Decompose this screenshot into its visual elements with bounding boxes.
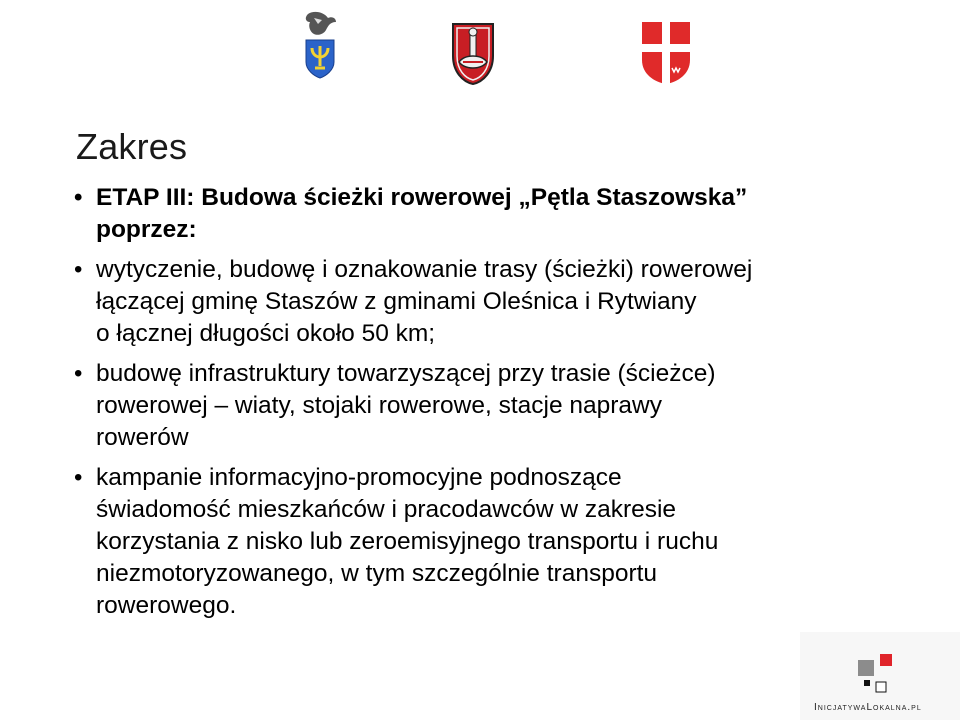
- bullet-line: rowerów: [96, 424, 189, 451]
- bullet-line: rowerowej – wiaty, stojaki rowerowe, stacje naprawy: [96, 392, 662, 419]
- bullet-line: o łącznej długości około 50 km;: [96, 320, 436, 347]
- squares-logo-icon: [856, 652, 898, 701]
- bullet-line: • ETAP III: Budowa ścieżki rowerowej „Pętla Staszowska”: [96, 184, 748, 211]
- bullet-line: świadomość mieszkańców i pracodawców w zakresie: [96, 496, 677, 523]
- bullet-infrastruktura: [74, 358, 904, 454]
- crest-red-round-shield-icon: [449, 18, 497, 86]
- bullet-line: łączącej gminę Staszów z gminami Oleśnica i Rytwiany: [96, 288, 697, 315]
- bullet-line: • wytyczenie, budowę i oznakowanie trasy (ścieżki) rowerowej: [96, 256, 753, 283]
- bullet-list: [74, 182, 904, 630]
- bullet-kampanie: [74, 462, 904, 622]
- bullet-line: • kampanie informacyjno-promocyjne podnoszące: [96, 464, 622, 491]
- slide-title: Zakres: [76, 126, 188, 168]
- bullet-line: niezmotoryzowanego, w tym szczególnie transportu: [96, 560, 658, 587]
- brand-name: InicjatywaLokalna.pl: [814, 702, 922, 713]
- crests-row: [0, 6, 960, 86]
- bullet-line: poprzez:: [96, 216, 197, 243]
- brand-footer: [800, 632, 960, 720]
- bullet-line: korzystania z nisko lub zeroemisyjnego transportu i ruchu: [96, 528, 719, 555]
- bullet-etap: [74, 182, 904, 246]
- bullet-line: • budowę infrastruktury towarzyszącej przy trasie (ścieżce): [96, 360, 716, 387]
- crest-red-shield-white-cross-icon: [640, 20, 692, 86]
- crest-bird-blue-shield-icon: [300, 10, 340, 80]
- bullet-wytyczenie: [74, 254, 904, 350]
- bullet-line: rowerowego.: [96, 592, 237, 619]
